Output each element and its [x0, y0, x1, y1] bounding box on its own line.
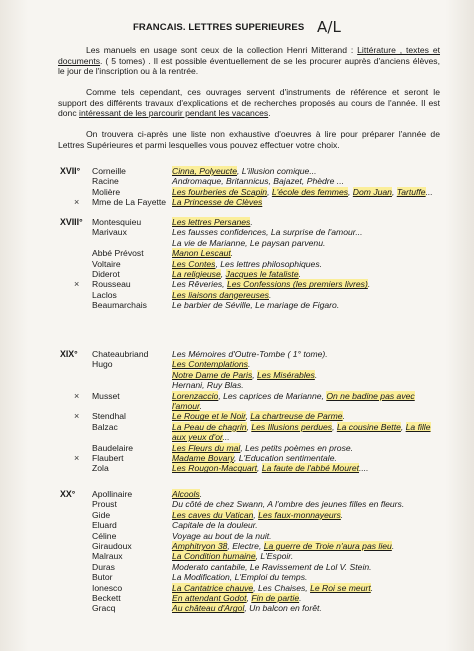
reading-list-row: [0, 551, 474, 561]
works-list: [172, 217, 253, 227]
highlighted-work-title: La Peau de chagrin: [172, 421, 247, 432]
reading-list-row: [0, 370, 474, 380]
highlighted-work-title: Les Misérables: [257, 369, 315, 380]
reading-list-row: [0, 583, 474, 593]
works-list: [172, 370, 317, 380]
works-list: [172, 238, 325, 248]
work-title: .: [230, 248, 234, 259]
work-title: .: [314, 369, 318, 380]
highlighted-work-title: La guerre de Troie n'aura pas lieu: [263, 541, 392, 551]
highlighted-work-title: Les Confessions (les premiers livres): [226, 279, 368, 290]
work-title: ,: [246, 421, 252, 432]
reading-list-row: [0, 603, 474, 613]
work-title: Les fausses confidences, La surprise de l'amour...: [172, 227, 363, 238]
highlighted-work-title: Au château d'Argol: [172, 603, 245, 614]
author-name: Laclos: [92, 289, 117, 300]
author-name: Corneille: [92, 166, 126, 176]
highlighted-work-title: Cinna, Polyeucte: [172, 166, 237, 176]
highlighted-work-title: Les lettres Persanes: [172, 217, 251, 227]
works-list: [172, 411, 345, 421]
reading-list-row: [0, 531, 474, 541]
work-title: .: [340, 509, 344, 520]
work-title: ,: [245, 411, 251, 422]
highlighted-work-title: La religieuse: [172, 269, 221, 279]
highlighted-work-title: Les liaisons dangereuses: [172, 289, 269, 300]
author-name: Hugo: [92, 359, 113, 370]
work-title: , Les petits poèmes en prose.: [240, 442, 354, 453]
work-title: .: [391, 541, 395, 551]
work-title: ,: [332, 421, 337, 432]
work-title: ,: [253, 509, 259, 520]
highlighted-work-title: La cousine Bette: [336, 421, 401, 432]
reading-list-row: [0, 520, 474, 530]
author-name: Racine: [92, 176, 119, 187]
document-title: FRANCAIS. LETTRES SUPERIEURES: [132, 22, 305, 33]
paragraph-text: .: [268, 108, 271, 119]
underlined-text: Littérature , textes et documents: [58, 45, 440, 66]
works-list: [172, 269, 301, 279]
reading-list-row: [0, 227, 474, 237]
highlighted-work-title: Amphitryon 38: [172, 541, 228, 551]
work-title: Hernani, Ruy Blas.: [172, 380, 244, 391]
author-name: Duras: [92, 561, 115, 572]
author-name: Beaumarchais: [92, 300, 147, 311]
highlighted-work-title: La fille: [405, 421, 431, 432]
author-name: Beckett: [92, 593, 121, 603]
underlined-text: intéressant de les parcourir pendant les vacances: [79, 108, 269, 119]
highlighted-work-title: L'école des femmes: [271, 186, 349, 197]
reading-list-row: [0, 259, 474, 269]
highlighted-work-title: Les fourberies de Scapin: [172, 186, 268, 197]
work-title: ,: [348, 186, 353, 197]
work-title: ....: [359, 463, 369, 474]
works-list: [172, 349, 328, 359]
work-title: , Un balcon en forêt.: [244, 603, 322, 614]
works-list: [172, 572, 307, 582]
author-name: Butor: [92, 572, 113, 583]
work-title: , Electre,: [227, 541, 264, 551]
work-title: ...: [334, 176, 344, 187]
work-title: .: [367, 279, 371, 290]
highlighted-work-title: La Cantatrice chauve: [172, 582, 254, 593]
author-name: Rousseau: [92, 279, 131, 290]
work-title: Andromaque, Britannicus, Bajazet, Phèdre: [172, 176, 335, 187]
reading-list-row: [0, 238, 474, 248]
work-title: , L'Education sentimentale.: [233, 453, 337, 463]
work-title: , L'illusion comique...: [236, 166, 317, 176]
author-name: Baudelaire: [92, 442, 134, 453]
handwritten-cross-mark: ×: [74, 411, 80, 422]
work-title: , Les Chaises,: [253, 582, 311, 593]
highlighted-work-title: Le Roi se meurt: [310, 582, 371, 593]
work-title: .: [247, 359, 251, 370]
highlighted-work-title: En attendant Godot: [172, 593, 247, 603]
handwritten-cross-mark: ×: [74, 390, 80, 401]
century-label: XIX°: [60, 349, 78, 359]
author-name: Voltaire: [92, 258, 121, 269]
works-list: [172, 166, 317, 176]
work-title: La vie de Marianne, Le paysan parvenu.: [172, 237, 326, 248]
reading-list-row: [0, 187, 474, 197]
highlighted-work-title: Tartuffe: [396, 186, 426, 197]
highlighted-work-title: Jacques le fataliste: [225, 269, 299, 279]
works-list: [172, 380, 244, 390]
reading-list-row: [0, 197, 474, 207]
highlighted-work-title: Les faux-monnayeurs: [258, 509, 341, 520]
works-list: [172, 279, 370, 289]
highlighted-work-title: Les Contes: [172, 258, 216, 269]
work-title: ...: [222, 432, 230, 443]
works-list: [172, 463, 369, 473]
works-list: [172, 520, 258, 530]
reading-list-row: [0, 401, 474, 411]
author-name: Malraux: [92, 551, 123, 562]
work-title: ...: [425, 186, 433, 197]
works-list: [172, 453, 337, 463]
work-title: Voyage au bout de la nuit.: [172, 530, 272, 541]
work-title: .: [250, 217, 253, 227]
works-list: [172, 562, 372, 572]
author-name: Stendhal: [92, 411, 126, 422]
author-name: Chateaubriand: [92, 349, 149, 359]
century-label: XVII°: [60, 166, 81, 176]
highlighted-work-title: Les Illusions perdues: [251, 421, 333, 432]
author-name: Marivaux: [92, 227, 127, 238]
highlighted-work-title: Les caves du Vatican: [172, 509, 254, 520]
reading-list-row: [0, 359, 474, 369]
highlighted-work-title: Alcools: [172, 489, 200, 499]
works-list: [172, 551, 293, 561]
reading-list-row: [0, 300, 474, 310]
work-title: ,: [257, 463, 262, 474]
work-title: .: [199, 489, 203, 499]
works-list: [172, 290, 271, 300]
works-list: [172, 531, 272, 541]
work-title: Les Mémoires d'Outre-Tombe ( 1° tome).: [172, 349, 328, 359]
reading-list-row: [0, 510, 474, 520]
works-list: [172, 197, 262, 207]
highlighted-work-title: Notre Dame de Paris: [172, 369, 253, 380]
handwritten-cross-mark: ×: [74, 279, 80, 290]
highlighted-work-title: On ne badine pas avec: [326, 390, 415, 401]
author-name: Proust: [92, 499, 117, 510]
work-title: .: [199, 401, 202, 411]
reading-list-row: [0, 411, 474, 421]
reading-list-row: [0, 541, 474, 551]
work-title: .: [370, 582, 374, 593]
reading-list-row: [0, 248, 474, 258]
author-name: Mme de La Fayette: [92, 197, 167, 208]
work-title: ,: [246, 593, 252, 603]
works-list: [172, 541, 394, 551]
works-list: [172, 422, 431, 432]
handwritten-cross-mark: ×: [74, 453, 80, 463]
reading-list-row: [0, 176, 474, 186]
reading-list-row: [0, 391, 474, 401]
work-title: Le barbier de Séville: [172, 300, 251, 311]
author-name: Céline: [92, 530, 117, 541]
author-name: Eluard: [92, 520, 117, 531]
century-label: XVIII°: [60, 217, 83, 227]
work-title: La Modification, L'Emploi du temps.: [172, 572, 308, 583]
works-list: [172, 583, 373, 593]
reading-list-row: [0, 572, 474, 582]
work-title: ,: [400, 421, 406, 432]
work-title: , L'Espoir.: [255, 551, 294, 562]
works-list: [172, 187, 433, 197]
reading-list-row: [0, 279, 474, 289]
work-title: ,: [267, 186, 272, 197]
work-title: Les Rêveries: [172, 279, 223, 290]
reading-list-row: [0, 166, 474, 176]
reading-list-row: [0, 453, 474, 463]
highlighted-work-title: La Princesse de Clèves: [172, 197, 263, 208]
author-name: Zola: [92, 463, 109, 474]
highlighted-work-title: aux yeux d'or: [172, 432, 223, 443]
work-title: Capitale de la douleur.: [172, 520, 258, 531]
works-list: [172, 401, 202, 411]
reading-list-row: [0, 349, 474, 359]
works-list: [172, 259, 322, 269]
author-name: Ionesco: [92, 582, 123, 593]
author-name: Gracq: [92, 603, 116, 614]
highlighted-work-title: Manon Lescaut: [172, 248, 231, 259]
author-name: Molière: [92, 186, 121, 197]
highlighted-work-title: Fin de partie: [251, 593, 300, 603]
author-name: Balzac: [92, 421, 118, 432]
work-title: , Le mariage de Figaro.: [250, 300, 340, 311]
work-title: .: [299, 593, 302, 603]
highlighted-work-title: La Condition humaine: [172, 551, 256, 562]
works-list: [172, 443, 353, 453]
works-list: [172, 593, 302, 603]
works-list: [172, 300, 339, 310]
author-name: Flaubert: [92, 453, 124, 463]
works-list: [172, 248, 233, 258]
author-name: Giraudoux: [92, 541, 132, 551]
paragraph-text: Comme tels cependant, ces ouvrages servent d'instruments de référence et seront le support des différents travaux d'explications et de recherches proposés au cours de l'année. Il est donc: [58, 87, 440, 119]
paragraph-text: On trouvera ci-après une liste non exhaustive d'oeuvres à lire pour préparer l'année de Lettres Supérieures et parmi lesquelles vous pouvez effectuer votre choix.: [58, 129, 440, 150]
work-title: ,: [391, 186, 397, 197]
work-title: .: [268, 289, 272, 300]
reading-list-row: [0, 443, 474, 453]
highlighted-work-title: Madame Bovary: [172, 453, 234, 463]
author-name: Apollinaire: [92, 489, 133, 499]
handwritten-cross-mark: ×: [74, 197, 80, 208]
author-name: Gide: [92, 509, 111, 520]
highlighted-work-title: l'amour: [172, 401, 200, 411]
highlighted-work-title: Lorenzaccio: [172, 390, 219, 401]
work-title: ,: [220, 269, 226, 279]
highlighted-work-title: La chartreuse de Parme: [250, 411, 343, 422]
works-list: [172, 359, 250, 369]
works-list: [172, 489, 202, 499]
highlighted-work-title: La faute de l'abbé Mouret: [261, 463, 360, 474]
reading-list-row: [0, 380, 474, 390]
reading-list-row: [0, 217, 474, 227]
works-list: [172, 432, 230, 442]
highlighted-work-title: Le Rouge et le Noir: [172, 411, 246, 422]
author-name: Abbé Prévost: [92, 248, 144, 259]
work-title: , Les lettres philosophiques.: [215, 258, 323, 269]
work-title: .: [342, 411, 345, 422]
works-list: [172, 391, 415, 401]
paragraph-text: Les manuels en usage sont ceux de la collection Henri Mitterand :: [86, 45, 358, 55]
work-title: ,: [252, 369, 258, 380]
work-title: , Les caprices de Marianne,: [218, 390, 327, 401]
highlighted-work-title: Les Fleurs du mal: [172, 442, 241, 453]
reading-list-row: [0, 463, 474, 473]
work-title: Moderato cantabile, Le Ravissement de Lol V. Stein.: [172, 561, 372, 572]
author-name: Musset: [92, 390, 120, 401]
reading-list-row: [0, 593, 474, 603]
reading-list-row: [0, 290, 474, 300]
works-list: [172, 227, 363, 237]
work-title: .: [298, 269, 301, 279]
author-name: Diderot: [92, 269, 120, 279]
reading-list-row: [0, 432, 474, 442]
reading-list-row: [0, 269, 474, 279]
highlighted-work-title: Les Rougon-Macquart: [172, 463, 258, 474]
handwritten-tag: A/L: [317, 18, 341, 36]
reading-list-row: [0, 499, 474, 509]
reading-list-row: [0, 562, 474, 572]
highlighted-work-title: Les Contemplations: [172, 359, 248, 370]
works-list: [172, 603, 322, 613]
highlighted-work-title: Dom Juan: [352, 186, 392, 197]
century-label: XX°: [60, 489, 76, 499]
works-list: [172, 176, 344, 186]
reading-list-row: [0, 489, 474, 499]
author-name: Montesquieu: [92, 217, 142, 227]
works-list: [172, 510, 343, 520]
work-title: Du côté de chez Swann, A l'ombre des jeunes filles en fleurs.: [172, 499, 405, 510]
works-list: [172, 499, 404, 509]
work-title: ,: [222, 279, 227, 290]
reading-list-row: [0, 422, 474, 432]
paragraph-text: . ( 5 tomes) . Il est possible éventuellement de se les procurer auprès d'anciens élèves, le jour de l'inscription ou à la rentrée.: [58, 55, 440, 77]
